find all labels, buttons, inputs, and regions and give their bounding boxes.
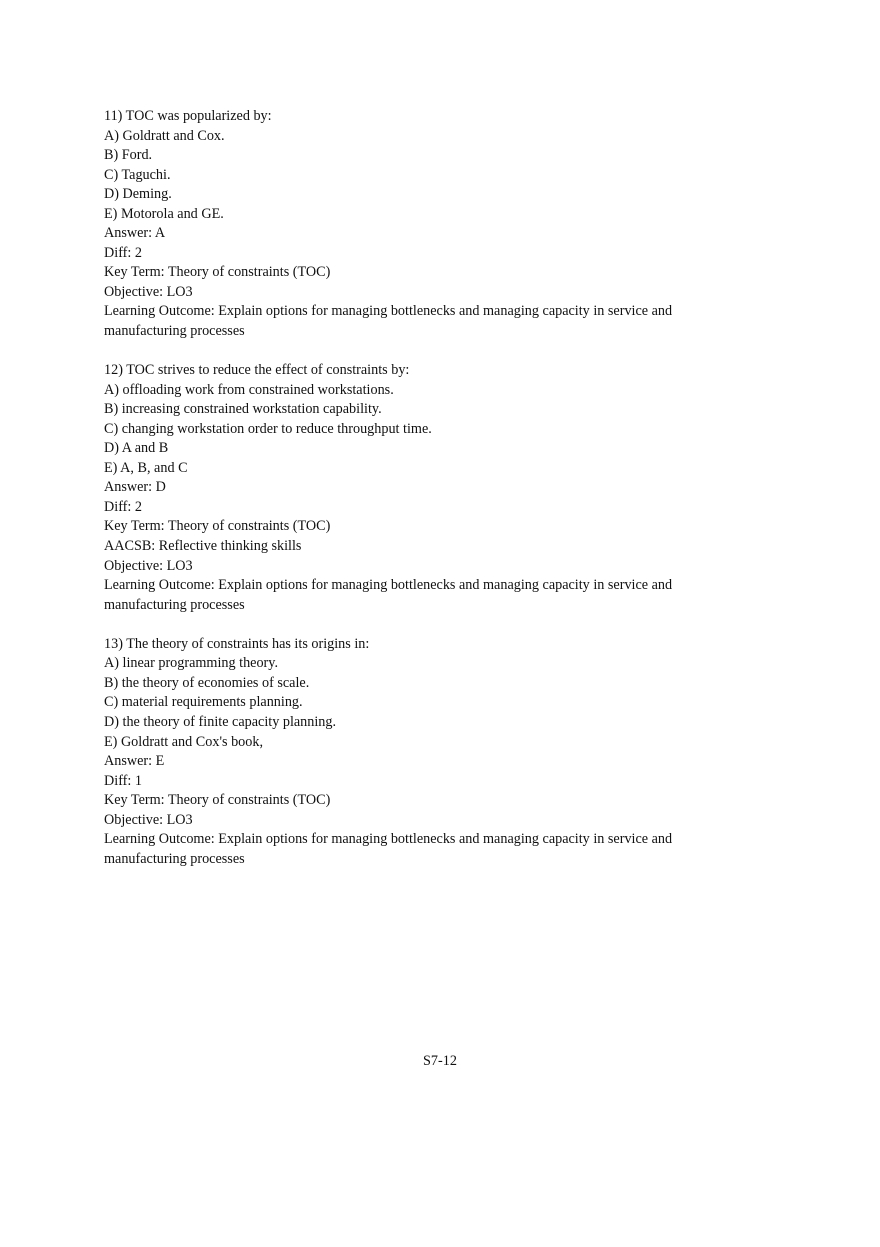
option-c: C) changing workstation order to reduce throughput time.	[104, 420, 432, 437]
option-d: D) A and B	[104, 440, 169, 457]
aacsb-line: AACSB: Reflective thinking skills	[104, 538, 302, 555]
option-a: A) Goldratt and Cox.	[104, 127, 225, 144]
option-c: C) material requirements planning.	[104, 694, 303, 711]
question-stem: 11) TOC was popularized by:	[104, 108, 272, 124]
difficulty-line: Diff: 2	[104, 498, 142, 515]
option-e: E) Motorola and GE.	[104, 205, 224, 222]
learning-outcome-line: Learning Outcome: Explain options for managing bottlenecks and managing capacity in service and manufacturing processes	[104, 831, 673, 867]
question-13	[104, 635, 744, 870]
key-term-line: Key Term: Theory of constraints (TOC)	[104, 792, 331, 809]
option-c: C) Taguchi.	[104, 166, 171, 183]
option-e: E) Goldratt and Cox's book,	[104, 733, 263, 750]
option-a: A) linear programming theory.	[104, 655, 279, 672]
question-12	[104, 361, 744, 615]
objective-line: Objective: LO3	[104, 283, 193, 300]
question-11	[104, 107, 744, 342]
objective-line: Objective: LO3	[104, 811, 193, 828]
key-term-line: Key Term: Theory of constraints (TOC)	[104, 264, 331, 281]
option-d: D) Deming.	[104, 186, 172, 203]
question-stem: 12) TOC strives to reduce the effect of constraints by:	[104, 362, 410, 379]
learning-outcome-line: Learning Outcome: Explain options for managing bottlenecks and managing capacity in service and manufacturing processes	[104, 577, 673, 613]
question-list	[104, 107, 744, 889]
option-b: B) Ford.	[104, 147, 153, 164]
option-a: A) offloading work from constrained workstations.	[104, 381, 394, 398]
option-b: B) increasing constrained workstation capability.	[104, 401, 382, 418]
answer-line: Answer: D	[104, 479, 166, 496]
question-stem: 13) The theory of constraints has its origins in:	[104, 635, 370, 652]
difficulty-line: Diff: 1	[104, 772, 142, 789]
learning-outcome-line: Learning Outcome: Explain options for managing bottlenecks and managing capacity in service and manufacturing processes	[104, 303, 673, 340]
difficulty-line: Diff: 2	[104, 244, 142, 261]
option-d: D) the theory of finite capacity planning.	[104, 713, 337, 730]
answer-line: Answer: A	[104, 225, 166, 242]
page-number: S7-12	[423, 1053, 457, 1069]
option-b: B) the theory of economies of scale.	[104, 674, 310, 691]
answer-line: Answer: E	[104, 753, 165, 770]
key-term-line: Key Term: Theory of constraints (TOC)	[104, 518, 331, 535]
objective-line: Objective: LO3	[104, 557, 193, 574]
option-e: E) A, B, and C	[104, 459, 188, 476]
